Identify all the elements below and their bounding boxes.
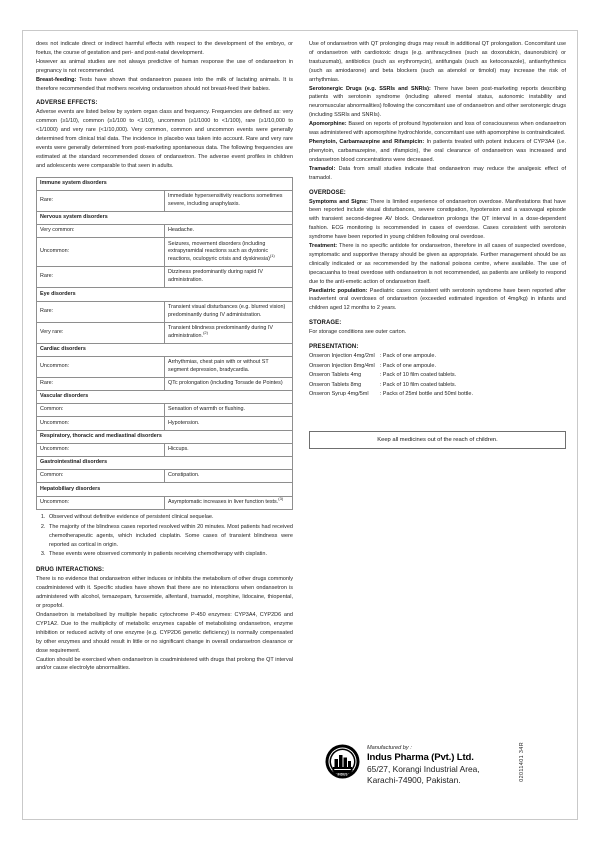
drug-interactions-paragraph-3: Caution should be exercised when ondansetron is coadministered with drugs that prolong the QT interval and/or cause electrolyte abnormalities. — [36, 656, 293, 672]
presentation-row — [309, 390, 473, 399]
adverse-events-row — [37, 377, 293, 390]
presentation-pack: : Pack of one ampoule. — [379, 353, 436, 360]
right-column — [309, 40, 566, 449]
logo-wordmark: INDUS — [337, 772, 348, 777]
presentation-list — [309, 352, 473, 399]
adverse-effects-heading: ADVERSE EFFECTS: — [36, 100, 98, 107]
presentation-row — [309, 362, 473, 371]
manufactured-by-label: Manufactured by : — [367, 745, 412, 751]
adverse-events-footnotes — [36, 513, 293, 560]
adverse-events-description: Seizures, movement disorders (including extrapyramidal reactions such as dystonic reactions, oculogyric crisis and dyskinesia)$^{(1)}$ — [165, 238, 293, 267]
adverse-events-group-row — [37, 343, 293, 356]
adverse-events-frequency: Rare: — [37, 377, 165, 390]
adverse-events-row — [37, 301, 293, 322]
adverse-events-row — [37, 356, 293, 377]
serotonergic-label: Serotonergic Drugs (e.g. SSRIs and SNRIs): — [309, 85, 431, 92]
adverse-events-row — [37, 404, 293, 417]
paediatric-label: Paediatric population: — [309, 287, 368, 294]
adverse-events-row — [37, 225, 293, 238]
treatment-text: There is no specific antidote for ondansetron, therefore in all cases of suspected overdose, symptomatic and supportive therapy should be given as appropriate. Further management should be as clinically indicated or as recommended by the national poisons centre, where available. The use of ipecacuanha to treat overdose with ondansetron is not recommended, as patients are unlikely to respond due to the anti-emetic action of ondansetron itself. — [309, 243, 566, 285]
breastfeeding-label: Breast-feeding: — [36, 76, 77, 83]
adverse-events-description: Dizziness predominantly during rapid IV administration. — [165, 267, 293, 288]
treatment-paragraph — [309, 242, 566, 287]
apomorphine-paragraph — [309, 120, 566, 138]
presentation-product: Onseron Tablets 4mg — [309, 372, 362, 379]
adverse-events-row — [37, 470, 293, 483]
tramadol-text: Data from small studies indicate that ondansetron may reduce the analgesic effect of tramadol. — [309, 165, 566, 181]
phenytoin-label: Phenytoin, Carbamazepine and Rifampicin: — [309, 138, 425, 145]
paediatric-text: Paediatric cases consistent with serotonin syndrome have been reported after inadvertent oral overdoses of ondansetron (exceeded estimated ingestion of 4mg/kg) in infants and children aged 12 months to 2 years. — [309, 287, 566, 312]
adverse-events-group-row — [37, 391, 293, 404]
treatment-label: Treatment: — [309, 243, 338, 250]
manufacturer-address-line-2: Karachi-74900, Pakistan. — [367, 774, 461, 785]
breastfeeding-paragraph — [36, 76, 293, 94]
adverse-events-row — [37, 190, 293, 211]
adverse-events-description: Constipation. — [165, 470, 293, 483]
adverse-events-frequency: Rare: — [37, 190, 165, 211]
serotonergic-text: There have been post-marketing reports describing patients with serotonin syndrome (including altered mental status, autonomic instability and neuromuscular abnormalities) following the concomitant use of ondansetron and other serotonergic drugs (including SSRIs and SNRIs). — [309, 85, 566, 119]
adverse-events-frequency: Uncommon: — [37, 417, 165, 430]
adverse-events-group-row — [37, 457, 293, 470]
manufacturer-block — [325, 744, 540, 785]
storage-text: For storage conditions see outer carton. — [309, 329, 407, 336]
paediatric-paragraph — [309, 287, 566, 314]
drug-interactions-paragraph-1: There is no evidence that ondansetron either induces or inhibits the metabolism of other drugs commonly coadministered with it. Specific studies have shown that there are no interactions when ondansetron is administered with alcohol, temazepam, furosemide, alfentanil, tramadol, morphine, lidocaine, thiopental, or propofol. — [36, 576, 293, 610]
presentation-pack: : Pack of 10 film coated tablets. — [379, 381, 457, 388]
apomorphine-label: Apomorphine: — [309, 121, 347, 128]
adverse-events-footnote-marker: (2) — [203, 329, 208, 335]
adverse-events-description: Arrhythmias, chest pain with or without ST segment depression, bradycardia. — [165, 356, 293, 377]
adverse-events-description: Immediate hypersensitivity reactions sometimes severe, including anaphylaxis. — [165, 190, 293, 211]
presentation-pack: : Packs of 25ml bottle and 50ml bottle. — [379, 391, 473, 397]
symptoms-label: Symptoms and Signs: — [309, 198, 368, 205]
drug-interactions-paragraph-2: Ondansetron is metabolised by multiple hepatic cytochrome P-450 enzymes: CYP3A4, CYP2D6 and CYP1A2. Due to the multiplicity of metabolic enzymes capable of metabolising ondansetron, enzyme inhibition or reduced activity of one enzyme (e.g. CYP2D6 genetic deficiency) is normally compensated by other enzymes and should result in little or no significant change in overall ondansetron clearance or dose requirement. — [36, 612, 293, 654]
adverse-events-description: Headache. — [165, 225, 293, 238]
pregnancy-paragraph: does not indicate direct or indirect harmful effects with respect to the development of the embryo, or foetus, the course of gestation and peri- and post-natal development. — [36, 41, 293, 56]
adverse-events-footnote-item: 2. The majority of the blindness cases reported resolved within 20 minutes. Most patients had received chemotherapeutic agents, which included cisplatin. Some cases of transient blindness were reported as cortical in origin. — [47, 523, 293, 550]
manufacturer-name: Indus Pharma (Pvt.) Ltd. — [367, 752, 474, 764]
symptoms-text: There is limited experience of ondansetron overdose. Manifestations that have been reported include visual disturbances, severe constipation, hypotension and a vasovagal episode with transient second-degree AV block. Ondansetron prolongs the QT interval in a dose-dependent fashion. ECG monitoring is recommended in cases of overdose. Cases consistent with serotonin syndrome have been reported in young children following oral overdose. — [309, 198, 566, 241]
adverse-events-frequency: Rare: — [37, 267, 165, 288]
presentation-product: Onseron Injection 8mg/4ml — [309, 362, 375, 369]
adverse-events-footnote-marker: (3) — [278, 496, 284, 502]
adverse-events-group-label: Vascular disorders — [37, 391, 293, 404]
presentation-row — [309, 381, 473, 390]
left-column — [36, 40, 293, 673]
adverse-events-group-row — [37, 177, 293, 190]
drug-interactions-heading: DRUG INTERACTIONS: — [36, 567, 105, 574]
adverse-events-frequency: Uncommon: — [37, 443, 165, 456]
adverse-events-group-label: Nervous system disorders — [37, 212, 293, 225]
presentation-product: Onseron Tablets 8mg — [309, 381, 362, 388]
adverse-events-frequency: Very common: — [37, 225, 165, 238]
adverse-events-group-row — [37, 212, 293, 225]
adverse-events-group-row — [37, 288, 293, 301]
adverse-events-group-label: Immune system disorders — [37, 177, 293, 190]
adverse-events-footnote-item: 3. These events were observed commonly in patients receiving chemotherapy with cisplatin. — [47, 550, 293, 559]
adverse-events-frequency: Rare: — [37, 301, 165, 322]
presentation-row — [309, 352, 473, 361]
tramadol-paragraph — [309, 165, 566, 183]
manufacturer-text — [367, 744, 480, 785]
qt-prolonging-paragraph: Use of ondansetron with QT prolonging drugs may result in additional QT prolongation. Concomitant use of ondansetron with cardiotoxic drugs (e.g. anthracyclines (such as doxorubicin, daunorubicin) or trastuzumab), antibiotics (such as erythromycin), antifungals (such as ketoconazole), antiarrhythmics (such as amiodarone) and beta blockers (such as atenolol or timolol) may increase the risk of arrhythmias. — [309, 41, 566, 83]
animal-studies-paragraph: However as animal studies are not always predictive of human response the use of ondansetron in pregnancy is not recommended. — [36, 58, 293, 74]
presentation-product: Onseron Injection 4mg/2ml — [309, 353, 375, 360]
symptoms-paragraph — [309, 198, 566, 243]
adverse-events-group-label: Cardiac disorders — [37, 343, 293, 356]
overdose-heading: OVERDOSE: — [309, 189, 346, 196]
adverse-events-row — [37, 238, 293, 267]
presentation-product: Onseron Syrup 4mg/5ml — [309, 391, 369, 397]
adverse-events-row — [37, 267, 293, 288]
keep-out-of-reach-notice: Keep all medicines out of the reach of children. — [309, 431, 566, 449]
document-reference-code: 02011401 34R — [519, 742, 525, 782]
adverse-events-frequency: Uncommon: — [37, 356, 165, 377]
adverse-events-frequency: Uncommon: — [37, 238, 165, 267]
apomorphine-text: Based on reports of profound hypotension and loss of consciousness when ondansetron was administered with apomorphine hydrochloride, concomitant use with apomorphine is contraindicated. — [309, 121, 566, 137]
phenytoin-text: In patients treated with potent inducers of CYP3A4 (i.e. phenytoin, carbamazepine, and rifampicin), the oral clearance of ondansetron was increased and ondansetron blood concentrations were decreased. — [309, 138, 567, 163]
indus-pharma-logo-icon — [325, 744, 360, 779]
adverse-events-frequency: Common: — [37, 470, 165, 483]
adverse-events-row — [37, 417, 293, 430]
storage-heading: STORAGE: — [309, 320, 342, 327]
adverse-events-group-row — [37, 430, 293, 443]
adverse-events-table — [36, 177, 293, 510]
adverse-events-tbody — [37, 177, 293, 509]
presentation-pack: : Pack of one ampoule. — [379, 362, 436, 369]
adverse-events-group-label: Respiratory, thoracic and mediastinal disorders — [37, 430, 293, 443]
presentation-pack: : Pack of 10 film coated tablets. — [379, 372, 457, 379]
adverse-events-frequency: Very rare: — [37, 322, 165, 343]
adverse-events-frequency: Uncommon: — [37, 496, 165, 509]
two-column-layout — [36, 40, 566, 815]
adverse-events-row — [37, 322, 293, 343]
breastfeeding-text: Tests have shown that ondansetron passes into the milk of lactating animals. It is therefore recommended that mothers receiving ondansetron should not breast-feed their babies. — [36, 76, 293, 92]
adverse-events-frequency: Common: — [37, 404, 165, 417]
adverse-events-row — [37, 496, 293, 509]
tramadol-label: Tramadol: — [309, 165, 336, 172]
adverse-events-group-label: Eye disorders — [37, 288, 293, 301]
adverse-events-group-label: Gastrointestinal disorders — [37, 457, 293, 470]
adverse-events-description: Hiccups. — [165, 443, 293, 456]
manufacturer-address-line-1: 65/27, Korangi Industrial Area, — [367, 763, 480, 774]
adverse-effects-intro: Adverse events are listed below by system organ class and frequency. Frequencies are defined as: very common (≥1/10), common (≥1/100 to <1/10), uncommon (≥1/1000 to <1/100), rare (≥1/10,000 to <1/1000) and very rare (<1/10,000). Very common, common and uncommon events were generally determined from clinical trial data. The incidence in placebo was taken into account. Rare and very rare events were generally determined from post-marketing spontaneous data. The following frequencies are estimated at the standard recommended doses of ondansetron. The adverse event profiles in children and adolescents were comparable to that seen in adults. — [36, 109, 293, 169]
adverse-events-description: QTc prolongation (including Torsade de Pointes) — [165, 377, 293, 390]
adverse-events-description: Transient visual disturbances (e.g. blurred vision) predominantly during IV administration. — [165, 301, 293, 322]
adverse-events-description: Asymptomatic increases in liver function tests.$^{(3)}$ — [165, 496, 293, 509]
serotonergic-paragraph — [309, 85, 566, 121]
adverse-events-footnote-marker: (1) — [269, 253, 275, 259]
adverse-events-description: Transient blindness predominantly during IV administration.$^{(2)}$ — [165, 322, 293, 343]
presentation-heading: PRESENTATION: — [309, 344, 359, 351]
adverse-events-group-row — [37, 483, 293, 496]
adverse-events-description: Sensation of warmth or flushing. — [165, 404, 293, 417]
presentation-row — [309, 371, 473, 380]
adverse-events-row — [37, 443, 293, 456]
adverse-events-description: Hypotension. — [165, 417, 293, 430]
adverse-events-footnote-item: 1. Observed without definitive evidence of persistent clinical sequelae. — [47, 513, 293, 522]
phenytoin-paragraph — [309, 138, 566, 165]
adverse-events-group-label: Hepatobiliary disorders — [37, 483, 293, 496]
